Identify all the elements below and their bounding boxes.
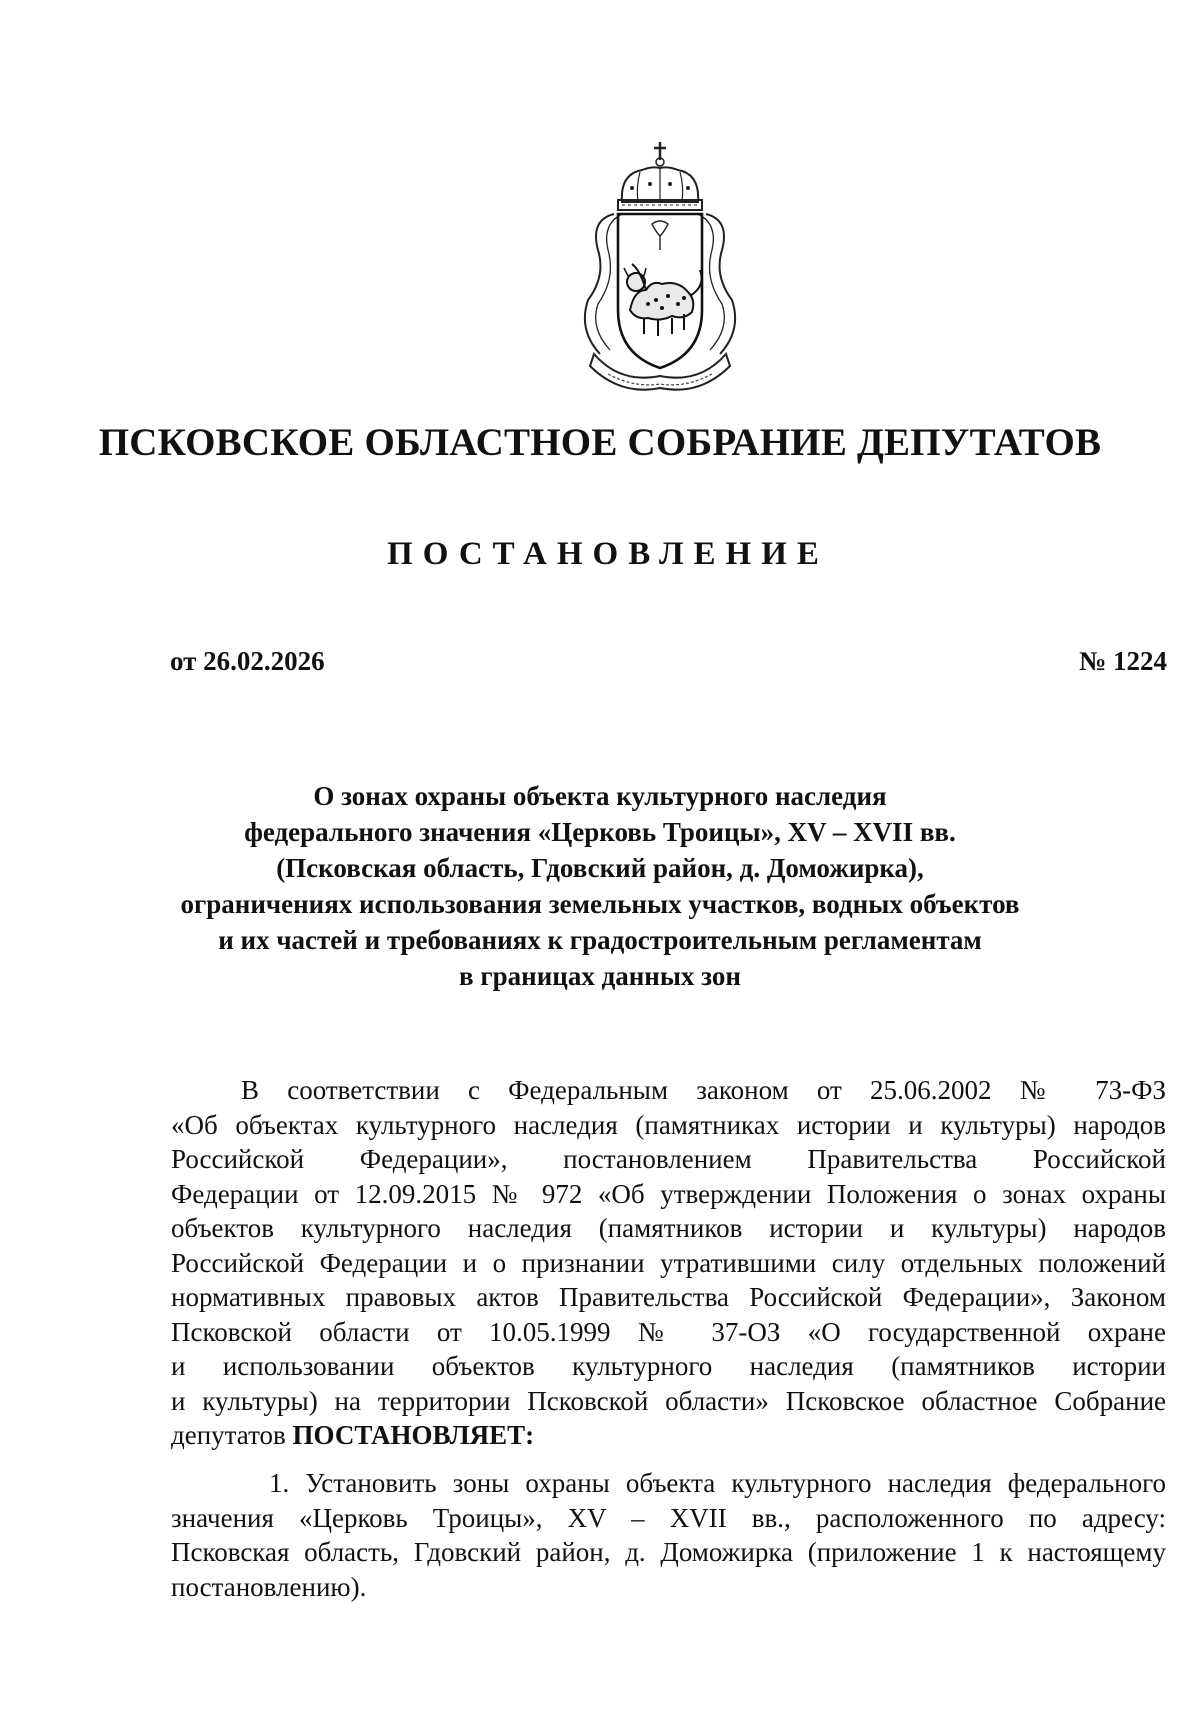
- title-line: (Псковская область, Гдовский район, д. Доможирка),: [276, 853, 924, 883]
- body-line: и культуры) на территории Псковской области» Псковское областное Собрание: [171, 1385, 1166, 1416]
- title-line: и их частей и требованиях к градостроительным регламентам: [218, 925, 982, 955]
- body-line: Псковской области от 10.05.1999 № 37-ОЗ «О государственной охране: [171, 1316, 1166, 1347]
- body-line: Российской Федерации», постановлением Правительства Российской: [171, 1144, 1166, 1174]
- body-line: «Об объектах культурного наследия (памятниках истории и культуры) народов: [171, 1109, 1166, 1140]
- resolves-keyword: ПОСТАНОВЛЯЕТ: [292, 1420, 526, 1450]
- body-line: Федерации от 12.09.2015 № 972 «Об утверждении Положения о зонах охраны: [171, 1178, 1166, 1209]
- item-line: значения «Церковь Троицы», XV – XVII вв., расположенного по адресу:: [171, 1502, 1166, 1533]
- preamble-paragraph: [171, 1073, 1166, 1453]
- title-line: О зонах охраны объекта культурного наследия: [313, 781, 887, 811]
- body-text: депутатов: [171, 1420, 293, 1450]
- title-line: в границах данных зон: [459, 961, 741, 991]
- pskov-coat-of-arms-icon: [560, 140, 760, 410]
- organization-name: ПСКОВСКОЕ ОБЛАСТНОЕ СОБРАНИЕ ДЕПУТАТОВ: [98, 421, 1102, 464]
- body-line: Российской Федерации и о признании утратившими силу отдельных положений: [171, 1247, 1166, 1278]
- title-line: ограничениях использования земельных участков, водных объектов: [180, 889, 1020, 919]
- body-line: и использовании объектов культурного наследия (памятников истории: [171, 1351, 1166, 1381]
- item-line: Псковская область, Гдовский район, д. Доможирка (приложение 1 к настоящему: [171, 1537, 1166, 1567]
- document-number: № 1224: [1079, 646, 1167, 676]
- item-line: 1. Установить зоны охраны объекта культурного наследия федерального: [269, 1468, 1166, 1498]
- body-line: В соответствии с Федеральным законом от 25.06.2002 № 73-ФЗ: [241, 1075, 1166, 1105]
- document-type: ПОСТАНОВЛЕНИЕ: [387, 536, 829, 572]
- body-line: объектов культурного наследия (памятников истории и культуры) народов: [171, 1213, 1166, 1243]
- document-title: [0, 778, 1200, 994]
- item-line-last: постановлению).: [171, 1571, 367, 1602]
- title-line: федерального значения «Церковь Троицы», XV – XVII вв.: [244, 817, 956, 847]
- document-date: от 26.02.2026: [170, 646, 325, 676]
- body-line: нормативных правовых актов Правительства Российской Федерации», Законом: [171, 1282, 1166, 1312]
- resolves-colon: :: [525, 1420, 535, 1450]
- body-line-last: [171, 1418, 1166, 1453]
- item-1-paragraph: [171, 1466, 1166, 1604]
